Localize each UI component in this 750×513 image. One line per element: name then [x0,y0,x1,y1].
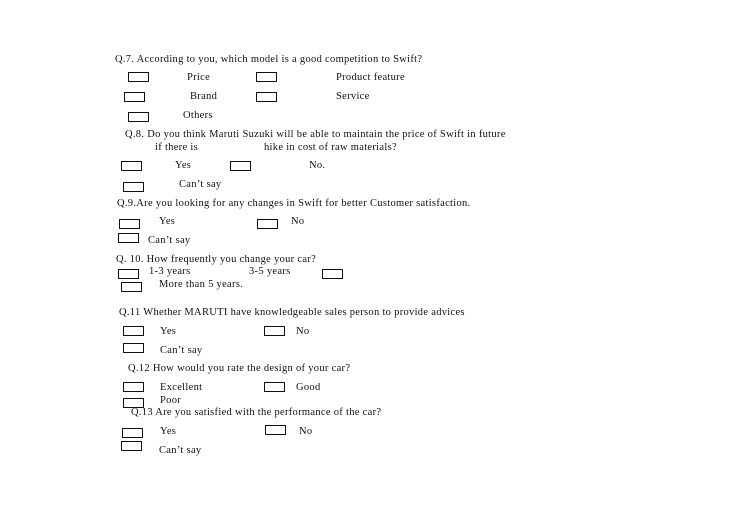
q8-cant-say-label: Can’t say [179,179,222,190]
q9-cant-say-checkbox[interactable] [118,233,139,243]
q12-excellent-label: Excellent [160,382,203,393]
q13-no-checkbox[interactable] [265,425,286,435]
q13-cant-say-checkbox[interactable] [121,441,142,451]
q8-text-line2-a: if there is [155,142,198,153]
q11-no-label: No [296,326,310,337]
q13-yes-checkbox[interactable] [122,428,143,438]
q7-service-label: Service [336,91,370,102]
q11-text: Q.11 Whether MARUTI have knowledgeable sales person to provide advices [119,307,465,318]
q10-more-than-5-checkbox[interactable] [121,282,142,292]
q8-text-line1: Q.8. Do you think Maruti Suzuki will be able to maintain the price of Swift in future [125,129,506,140]
q8-no-checkbox[interactable] [230,161,251,171]
q13-cant-say-label: Can’t say [159,445,202,456]
q13-yes-label: Yes [160,426,177,437]
q13-no-label: No [299,426,313,437]
q7-service-checkbox[interactable] [256,92,277,102]
q10-text: Q. 10. How frequently you change your car? [116,254,317,265]
q12-good-checkbox[interactable] [264,382,285,392]
q12-good-label: Good [296,382,321,393]
q11-yes-label: Yes [160,326,177,337]
q10-1-3-years-label: 1-3 years [149,266,191,277]
q9-yes-checkbox[interactable] [119,219,140,229]
q7-price-label: Price [187,72,211,83]
q8-yes-label: Yes [175,160,192,171]
q7-text: Q.7. According to you, which model is a good competition to Swift? [115,54,423,65]
q10-1-3-years-checkbox[interactable] [118,269,139,279]
q12-text: Q.12 How would you rate the design of your car? [128,363,351,374]
q12-excellent-checkbox[interactable] [123,382,144,392]
q9-no-label: No [291,216,305,227]
q7-price-checkbox[interactable] [128,72,149,82]
q8-cant-say-checkbox[interactable] [123,182,144,192]
q11-yes-checkbox[interactable] [123,326,144,336]
q9-yes-label: Yes [159,216,176,227]
q10-more-than-5-label: More than 5 years. [159,279,244,290]
q11-cant-say-checkbox[interactable] [123,343,144,353]
q11-no-checkbox[interactable] [264,326,285,336]
q10-3-5-years-label: 3-5 years [249,266,291,277]
q8-yes-checkbox[interactable] [121,161,142,171]
q8-text-line2-b: hike in cost of raw materials? [264,142,397,153]
q13-text: Q.13 Are you satisfied with the performance of the car? [131,407,382,418]
q7-others-checkbox[interactable] [128,112,149,122]
q7-product-feature-checkbox[interactable] [256,72,277,82]
q7-brand-label: Brand [190,91,218,102]
q9-text: Q.9.Are you looking for any changes in Swift for better Customer satisfaction. [117,198,471,209]
q9-no-checkbox[interactable] [257,219,278,229]
q11-cant-say-label: Can’t say [160,345,203,356]
q7-product-feature-label: Product feature [336,72,405,83]
q12-poor-label: Poor [160,395,182,406]
q7-brand-checkbox[interactable] [124,92,145,102]
q10-3-5-years-checkbox[interactable] [322,269,343,279]
q8-no-label: No. [309,160,326,171]
q7-others-label: Others [183,110,213,121]
q9-cant-say-label: Can’t say [148,235,191,246]
